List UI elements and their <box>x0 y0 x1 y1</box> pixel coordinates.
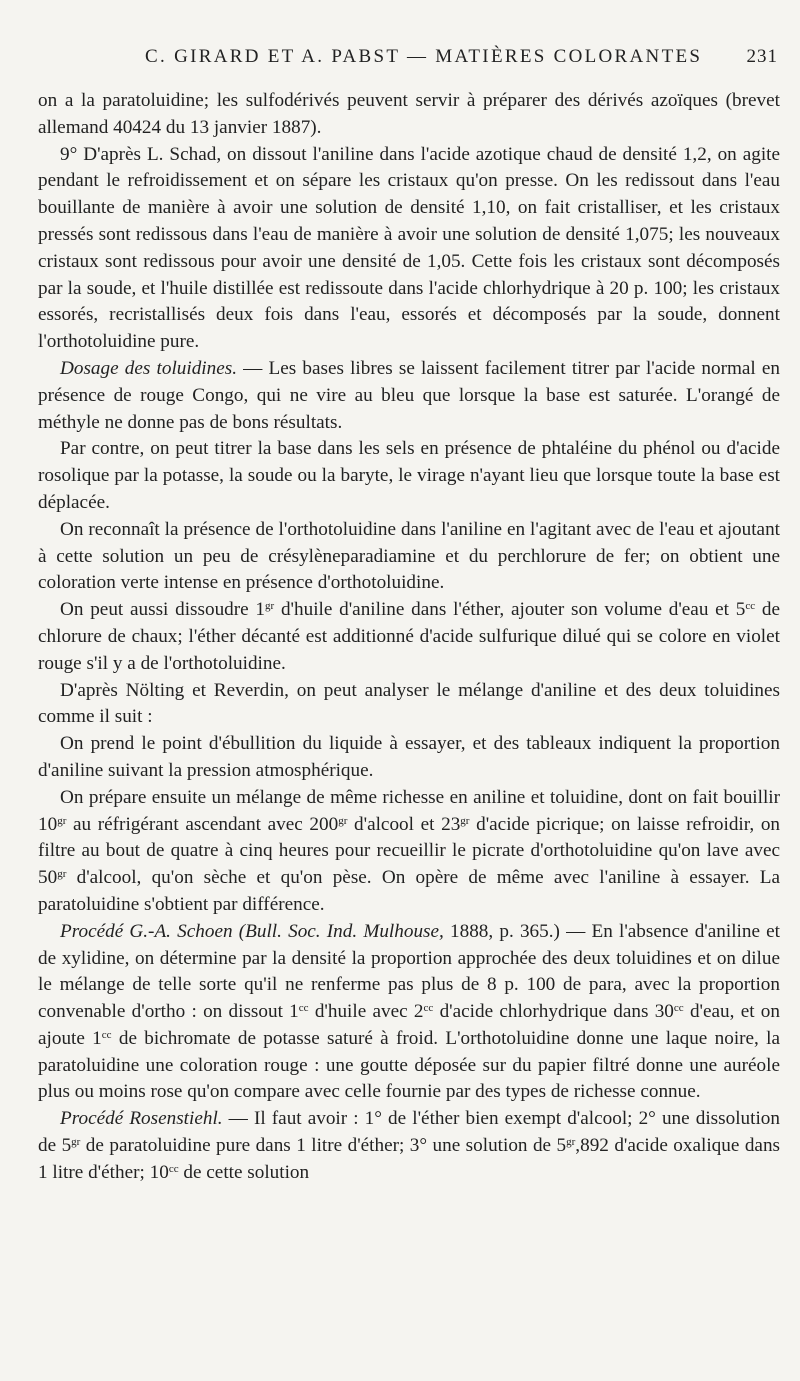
paragraph-text: 1888, p. 365.) — En l'absence d'aniline et de xylidine, on détermine par la densité la proportion approchée des deux toluidines et on dilue le mélange de telle sorte qu'il ne renferme pas plus de 8 p. 100 de para, avec la proportion convenable d'ortho : on dissout 1 <box>38 920 780 1023</box>
paragraph <box>38 678 780 732</box>
paragraph-text: Par contre, on peut titrer la base dans les sels en présence de phtaléine du phénol ou d'acide rosolique par la potasse, la soude ou la baryte, le virage n'ayant lieu que lorsque toute la base est déplacée. <box>38 438 780 513</box>
paragraph <box>38 436 780 516</box>
paragraph-text: d'huile avec 2 <box>308 1001 424 1023</box>
body-text <box>38 88 780 1187</box>
unit-superscript: gr <box>460 814 470 827</box>
page-number: 231 <box>746 46 778 67</box>
paragraph-text: au réfrigérant ascendant avec 200 <box>66 813 339 835</box>
unit-superscript: cc <box>298 1002 309 1015</box>
unit-superscript: cc <box>423 1002 434 1015</box>
paragraph <box>38 919 780 1107</box>
paragraph-text: de bichromate de potasse saturé à froid. L'orthotoluidine donne une laque noire, la paratoluidine une coloration rouge : une goutte déposée sur du papier filtré donne une auréole plus ou moins rose qu'on compare avec celle fournie par des types de richesse connue. <box>38 1027 780 1103</box>
paragraph <box>38 517 780 597</box>
italic-text: Procédé Rosenstiehl. <box>60 1108 223 1130</box>
unit-superscript: cc <box>745 600 756 613</box>
paragraph-text: On prépare ensuite un mélange de même richesse en aniline et toluidine, dont on fait bouillir 10 <box>38 786 780 835</box>
paragraph <box>38 597 780 677</box>
unit-superscript: gr <box>338 814 348 827</box>
paragraph-text: ,892 d'acide oxalique dans 1 litre d'éther; 10 <box>38 1135 780 1183</box>
paragraph-text: 9° D'après L. Schad, on dissout l'aniline dans l'acide azotique chaud de densité 1,2, on agite pendant le refroidissement et on sépare les cristaux qu'on presse. On les redissout dans l'eau bouillante de manière à avoir une solution de densité 1,10, on fait cristalliser, et les cristaux pressés sont redissous dans l'eau de manière à avoir une solution de densité 1,075; les nouveaux cristaux sont redissous pour avoir une densité de 1,05. Cette fois les cristaux sont décomposés par la soude, et l'huile distillée est redissoute dans l'acide chlorhydrique à 20 p. 100; les cristaux essorés, recristallisés deux fois dans l'eau, essorés et décomposés par la soude, donnent l'orthotoluidine pure. <box>38 143 780 353</box>
paragraph <box>38 1106 780 1186</box>
paragraph-text: d'alcool et 23 <box>347 813 461 835</box>
paragraph-text: d'acide chlorhydrique dans 30 <box>433 1001 674 1023</box>
unit-superscript: gr <box>566 1136 576 1149</box>
paragraph-text: de chlorure de chaux; l'éther décanté est additionné d'acide sulfurique dilué qui se colore en violet rouge s'il y a de l'orthotoluidine. <box>38 599 780 674</box>
paragraph-text: d'eau, et on ajoute 1 <box>38 1001 780 1049</box>
paragraph <box>38 356 780 436</box>
italic-text: Procédé G.-A. Schoen (Bull. Soc. Ind. Mulhouse, <box>60 920 444 942</box>
paragraph-text: d'alcool, qu'on sèche et qu'on pèse. On opère de même avec l'aniline à essayer. La paratoluidine s'obtient par différence. <box>38 867 780 915</box>
italic-text: Dosage des toluidines. <box>60 357 237 379</box>
paragraph-text: de cette solution <box>178 1161 310 1183</box>
paragraph <box>38 88 780 142</box>
paragraph-text: — Il faut avoir : 1° de l'éther bien exempt d'alcool; 2° une dissolution de 5 <box>38 1108 780 1157</box>
paragraph-text: On peut aussi dissoudre 1 <box>60 599 266 621</box>
unit-superscript: cc <box>168 1162 179 1175</box>
page-header <box>0 46 800 76</box>
paragraph-text: on a la paratoluidine; les sulfodérivés peuvent servir à préparer des dérivés azoïques (brevet allemand 40424 du 13 janvier 1887). <box>38 90 780 138</box>
running-head: C. GIRARD ET A. PABST — MATIÈRES COLORANTES <box>145 46 703 67</box>
unit-superscript: gr <box>71 1136 81 1149</box>
paragraph-text: D'après Nölting et Reverdin, on peut analyser le mélange d'aniline et des deux toluidines comme il suit : <box>38 679 780 728</box>
paragraph-text: d'acide picrique; on laisse refroidir, on filtre au bout de quatre à cinq heures pour recueillir le picrate d'orthotoluidine qu'on lave avec 50 <box>38 813 781 889</box>
unit-superscript: cc <box>673 1002 684 1015</box>
paragraph <box>38 731 780 785</box>
paragraph-text: On prend le point d'ébullition du liquide à essayer, et des tableaux indiquent la proportion d'aniline suivant la pression atmosphérique. <box>38 733 780 781</box>
paragraph-text: — Les bases libres se laissent facilement titrer par l'acide normal en présence de rouge Congo, qui ne vire au bleu que lorsque la base est saturée. L'orangé de méthyle ne donne pas de bons résultats. <box>38 357 780 433</box>
paragraph-text: de paratoluidine pure dans 1 litre d'éther; 3° une solution de 5 <box>80 1135 567 1157</box>
paragraph <box>38 142 780 356</box>
paragraph-text: d'huile d'aniline dans l'éther, ajouter son volume d'eau et 5 <box>274 599 746 621</box>
unit-superscript: gr <box>265 600 275 613</box>
paragraph-text: On reconnaît la présence de l'orthotoluidine dans l'aniline en l'agitant avec de l'eau et ajoutant à cette solution un peu de crésylèneparadiamine et du perchlorure de fer; on obtient une coloration verte intense en présence d'orthotoluidine. <box>38 518 780 594</box>
unit-superscript: gr <box>57 868 67 881</box>
unit-superscript: gr <box>57 814 67 827</box>
paragraph <box>38 785 780 919</box>
unit-superscript: cc <box>101 1028 112 1041</box>
